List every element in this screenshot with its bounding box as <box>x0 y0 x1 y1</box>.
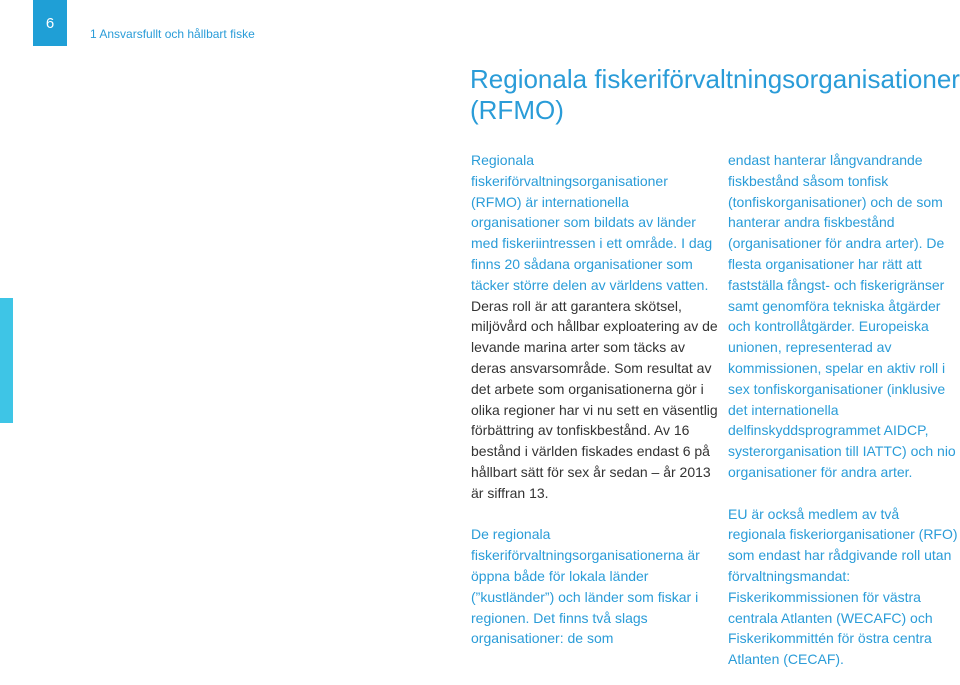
right-paragraph-1: endast hanterar långvandrande fiskbestånd såsom tonfisk (tonfiskorganisationer) och de som hanterar andra fiskbestånd (organisationer för andra arter). De flesta organisationer har rätt att fastställa fångst- och fiskerigränser samt genomföra tekniska åtgärder och kontrollåtgärder. Europeiska unionen, representerad av kommissionen, spelar en aktiv roll i sex tonfiskorganisationer (inklusive det internationella delfinskyddsprogrammet AIDCP, systerorganisation till IATTC) och nio organisationer för andra arter. <box>728 152 956 480</box>
left-paragraph-1 <box>471 150 721 504</box>
body-text: Deras roll är att garantera skötsel, miljövård och hållbar exploatering av de levande marina arter som täcks av deras ansvarsområde. Som resultat av det arbete som organisationerna gör i olika regioner har vi nu sett en väsentlig förbättring av tonfiskbestånd. Av 16 bestånd i världen fiskades endast 6 på hållbart sätt för sex år sedan – år 2013 är siffran 13. <box>471 297 718 501</box>
chapter-heading: 1 Ansvarsfullt och hållbart fiske <box>90 27 255 41</box>
right-paragraph-2: EU är också medlem av två regionala fiskeriorganisationer (RFO) som endast har rådgivande roll utan förvaltningsmandat: Fiskerikommissionen för västra centrala Atlanten (WECAFC) och Fiskerikommittén för östra centra Atlanten (CECAF). <box>728 505 958 668</box>
right-column <box>728 150 960 670</box>
left-column <box>471 150 721 649</box>
page-title: Regionala fiskeriförvaltningsorganisationer (RFMO) <box>470 64 960 125</box>
intro-text: Regionala fiskeriförvaltningsorganisationer (RFMO) är internationella organisationer som bildats av länder med fiskeriintressen i ett område. I dag finns 20 sådana organisationer som täcker större delen av världens vatten. <box>471 152 713 293</box>
left-paragraph-2: De regionala fiskeriförvaltningsorganisationerna är öppna både för lokala länder (”kustländer”) och länder som fiskar i regionen. Det finns två slags organisationer: de som <box>471 526 700 647</box>
page-number-tab: 6 <box>33 0 67 46</box>
side-accent-bar <box>0 298 13 423</box>
